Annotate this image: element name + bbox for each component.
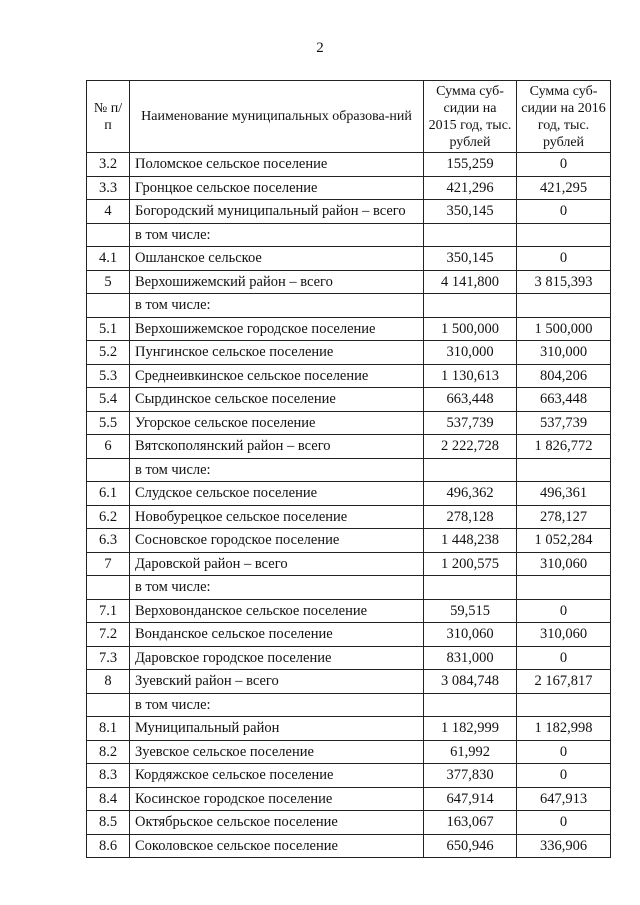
table-row [87, 294, 611, 318]
row-value-2016: 496,361 [517, 482, 611, 506]
row-value-2016: 0 [517, 811, 611, 835]
row-value-2016: 278,127 [517, 505, 611, 529]
row-name: Верхошижемский район – всего [130, 270, 424, 294]
row-value-2015: 1 182,999 [424, 717, 517, 741]
row-value-2016: 1 500,000 [517, 317, 611, 341]
row-value-2016 [517, 223, 611, 247]
row-value-2015: 59,515 [424, 599, 517, 623]
row-number: 5.1 [87, 317, 130, 341]
table-row [87, 411, 611, 435]
row-value-2015: 1 130,613 [424, 364, 517, 388]
row-value-2016: 0 [517, 247, 611, 271]
row-name: Даровское городское поселение [130, 646, 424, 670]
row-number: 3.2 [87, 153, 130, 177]
page-number: 2 [316, 40, 324, 56]
row-value-2015: 421,296 [424, 176, 517, 200]
row-number: 7 [87, 552, 130, 576]
row-value-2016: 804,206 [517, 364, 611, 388]
row-name: Верховонданское сельское поселение [130, 599, 424, 623]
row-value-2015: 310,060 [424, 623, 517, 647]
row-name: Пунгинское сельское поселение [130, 341, 424, 365]
row-value-2015: 1 448,238 [424, 529, 517, 553]
row-value-2015: 350,145 [424, 200, 517, 224]
row-value-2015: 647,914 [424, 787, 517, 811]
row-number: 7.2 [87, 623, 130, 647]
row-name: Поломское сельское поселение [130, 153, 424, 177]
row-name: Богородский муниципальный район – всего [130, 200, 424, 224]
table-row [87, 670, 611, 694]
row-value-2015: 2 222,728 [424, 435, 517, 459]
table-row [87, 435, 611, 459]
table-row [87, 576, 611, 600]
row-value-2015: 1 500,000 [424, 317, 517, 341]
row-number [87, 693, 130, 717]
row-name: Соколовское сельское поселение [130, 834, 424, 858]
row-name: Сырдинское сельское поселение [130, 388, 424, 412]
table-row [87, 153, 611, 177]
row-number: 6.2 [87, 505, 130, 529]
row-name: Сосновское городское поселение [130, 529, 424, 553]
row-number: 5 [87, 270, 130, 294]
row-value-2016: 1 052,284 [517, 529, 611, 553]
table-row [87, 247, 611, 271]
row-number: 8.5 [87, 811, 130, 835]
row-value-2016: 0 [517, 200, 611, 224]
row-name: Октябрьское сельское поселение [130, 811, 424, 835]
table-row [87, 717, 611, 741]
row-value-2015: 155,259 [424, 153, 517, 177]
row-value-2016 [517, 294, 611, 318]
subsidy-table [86, 80, 611, 858]
row-number: 8.4 [87, 787, 130, 811]
row-value-2016: 0 [517, 740, 611, 764]
header-name: Наименование муниципальных образова-ний [130, 81, 424, 153]
table-row [87, 505, 611, 529]
row-value-2016: 647,913 [517, 787, 611, 811]
table-row [87, 458, 611, 482]
table-row [87, 787, 611, 811]
row-number: 5.5 [87, 411, 130, 435]
row-value-2016: 1 182,998 [517, 717, 611, 741]
row-name: в том числе: [130, 223, 424, 247]
row-value-2016 [517, 693, 611, 717]
table-row [87, 834, 611, 858]
row-number: 5.3 [87, 364, 130, 388]
row-name: в том числе: [130, 693, 424, 717]
row-value-2015: 4 141,800 [424, 270, 517, 294]
row-value-2015: 377,830 [424, 764, 517, 788]
row-value-2015: 496,362 [424, 482, 517, 506]
row-value-2016: 0 [517, 599, 611, 623]
table-row [87, 317, 611, 341]
row-value-2016: 0 [517, 646, 611, 670]
row-number [87, 458, 130, 482]
row-value-2015: 3 084,748 [424, 670, 517, 694]
row-value-2016: 310,060 [517, 623, 611, 647]
row-value-2015 [424, 223, 517, 247]
row-number [87, 223, 130, 247]
row-number: 3.3 [87, 176, 130, 200]
row-value-2015: 163,067 [424, 811, 517, 835]
row-value-2016: 310,060 [517, 552, 611, 576]
table-row [87, 388, 611, 412]
table-row [87, 693, 611, 717]
row-value-2016 [517, 576, 611, 600]
row-value-2015 [424, 458, 517, 482]
row-number: 8.3 [87, 764, 130, 788]
row-value-2015 [424, 294, 517, 318]
row-value-2016: 421,295 [517, 176, 611, 200]
table-row [87, 341, 611, 365]
row-number [87, 576, 130, 600]
row-number: 8 [87, 670, 130, 694]
row-number: 5.4 [87, 388, 130, 412]
table-row [87, 529, 611, 553]
table-body [87, 153, 611, 858]
row-name: Кордяжское сельское поселение [130, 764, 424, 788]
row-value-2015: 831,000 [424, 646, 517, 670]
row-value-2016: 3 815,393 [517, 270, 611, 294]
row-name: Зуевское сельское поселение [130, 740, 424, 764]
row-name: Новобурецкое сельское поселение [130, 505, 424, 529]
table-row [87, 811, 611, 835]
row-number: 8.1 [87, 717, 130, 741]
row-value-2016: 663,448 [517, 388, 611, 412]
row-number: 4.1 [87, 247, 130, 271]
table-row [87, 646, 611, 670]
row-value-2016: 0 [517, 153, 611, 177]
row-number: 8.2 [87, 740, 130, 764]
table-row [87, 364, 611, 388]
row-name: Верхошижемское городское поселение [130, 317, 424, 341]
row-value-2016: 0 [517, 764, 611, 788]
row-number: 8.6 [87, 834, 130, 858]
row-name: Гронцкое сельское поселение [130, 176, 424, 200]
row-number: 7.1 [87, 599, 130, 623]
table-row [87, 552, 611, 576]
row-number: 7.3 [87, 646, 130, 670]
row-name: в том числе: [130, 576, 424, 600]
row-value-2015 [424, 693, 517, 717]
row-value-2015: 537,739 [424, 411, 517, 435]
row-value-2015: 663,448 [424, 388, 517, 412]
row-value-2015: 278,128 [424, 505, 517, 529]
row-value-2015 [424, 576, 517, 600]
table-row [87, 623, 611, 647]
row-name: Угорское сельское поселение [130, 411, 424, 435]
row-number: 6 [87, 435, 130, 459]
table-row [87, 200, 611, 224]
row-value-2015: 61,992 [424, 740, 517, 764]
row-number [87, 294, 130, 318]
row-name: в том числе: [130, 294, 424, 318]
row-value-2016 [517, 458, 611, 482]
header-2016: Сумма суб-сидии на 2016 год, тыс. рублей [517, 81, 611, 153]
row-name: в том числе: [130, 458, 424, 482]
row-value-2015: 350,145 [424, 247, 517, 271]
row-value-2016: 336,906 [517, 834, 611, 858]
table-row [87, 764, 611, 788]
table-row [87, 223, 611, 247]
row-number: 6.3 [87, 529, 130, 553]
row-value-2015: 310,000 [424, 341, 517, 365]
table-row [87, 270, 611, 294]
row-name: Муниципальный район [130, 717, 424, 741]
table-row [87, 176, 611, 200]
row-name: Даровской район – всего [130, 552, 424, 576]
row-name: Ошланское сельское [130, 247, 424, 271]
row-name: Косинское городское поселение [130, 787, 424, 811]
row-value-2015: 650,946 [424, 834, 517, 858]
row-value-2016: 2 167,817 [517, 670, 611, 694]
row-name: Вятскополянский район – всего [130, 435, 424, 459]
row-value-2015: 1 200,575 [424, 552, 517, 576]
row-name: Зуевский район – всего [130, 670, 424, 694]
row-value-2016: 310,000 [517, 341, 611, 365]
row-value-2016: 537,739 [517, 411, 611, 435]
header-num: № п/п [87, 81, 130, 153]
table-row [87, 740, 611, 764]
table-row [87, 599, 611, 623]
row-name: Слудское сельское поселение [130, 482, 424, 506]
table-header-row [87, 81, 611, 153]
header-2015: Сумма суб-сидии на 2015 год, тыс. рублей [424, 81, 517, 153]
row-number: 4 [87, 200, 130, 224]
row-number: 6.1 [87, 482, 130, 506]
row-name: Вонданское сельское поселение [130, 623, 424, 647]
row-name: Среднеивкинское сельское поселение [130, 364, 424, 388]
table-row [87, 482, 611, 506]
row-value-2016: 1 826,772 [517, 435, 611, 459]
row-number: 5.2 [87, 341, 130, 365]
